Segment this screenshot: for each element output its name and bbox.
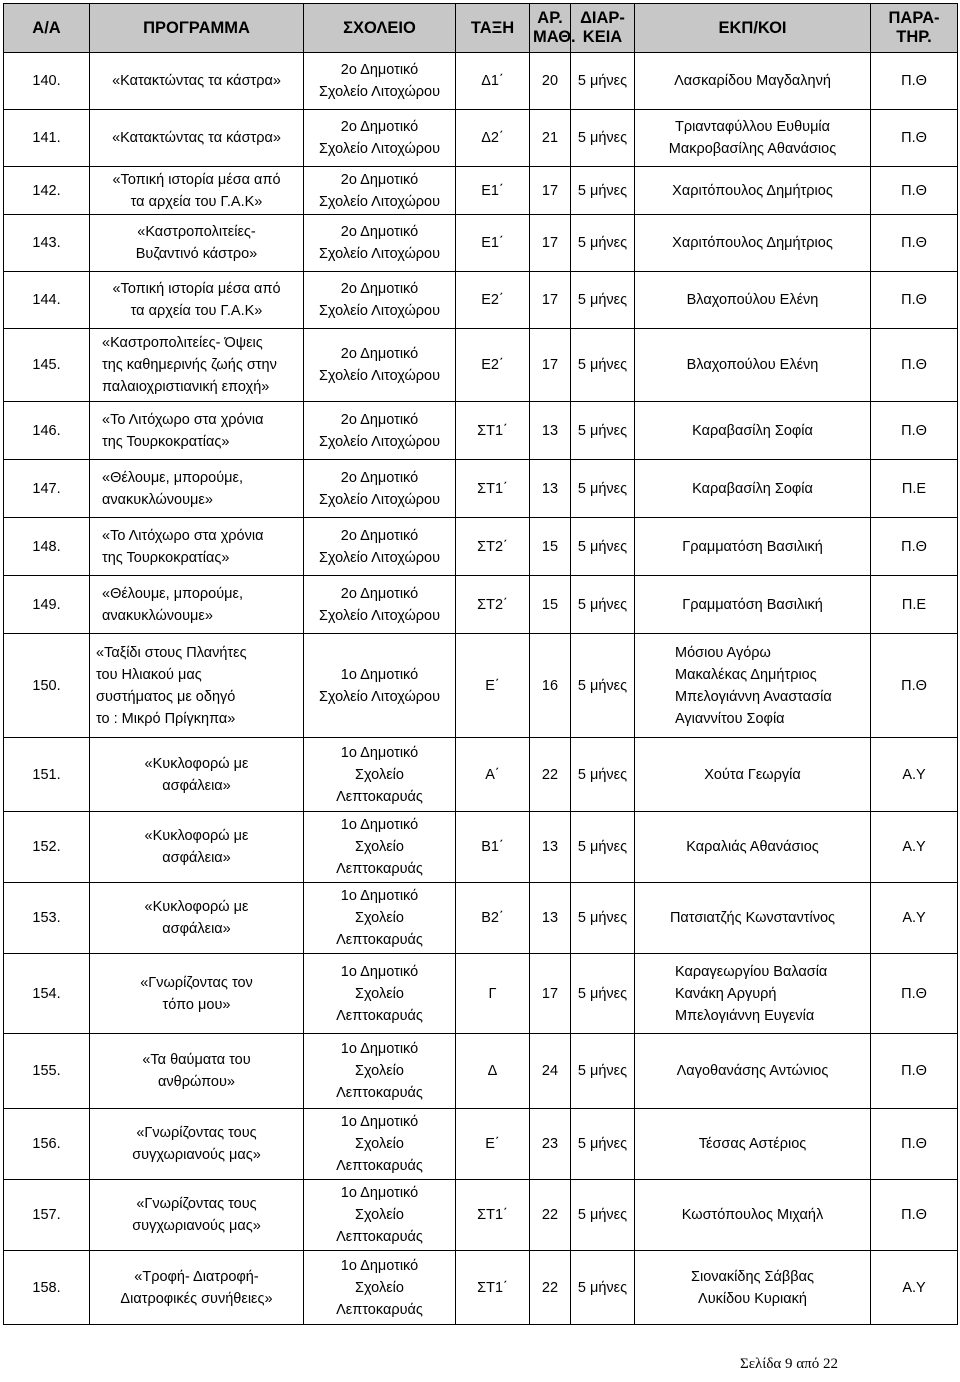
school-cell-line: 1ο Δημοτικό [340,1257,419,1274]
teachers-cell-line: Κωστόπουλος Μιχαήλ [681,1207,824,1223]
students-cell: 17 [530,272,571,329]
class-cell: ΣΤ1΄ [456,460,530,518]
program-cell-line: τα αρχεία του Γ.Α.Κ» [130,193,263,210]
class-cell: Β2΄ [456,883,530,954]
program-cell [90,110,304,167]
table-body [4,53,958,1325]
teachers-cell-line: Μόσιου Αγόρω [675,644,771,661]
school-cell-line: 1ο Δημοτικό [340,666,419,683]
program-cell-line: «Κατακτώντας τα κάστρα» [112,130,281,146]
teachers-cell-line: Βλαχοπούλου Ελένη [686,357,819,373]
teachers-cell [635,812,871,883]
class-cell: Ε2΄ [456,272,530,329]
program-cell [90,738,304,812]
class-cell: Ε1΄ [456,215,530,272]
teachers-cell-line: Τέσσας Αστέριος [698,1136,807,1152]
class-cell: Ε1΄ [456,167,530,215]
header-students: ΑΡ. ΜΑΘ. [530,4,571,53]
program-cell-line: της Τουρκοκρατίας» [102,549,230,566]
duration-cell: 5 μήνες [571,1180,635,1251]
school-cell-line: Λεπτοκαρυάς [336,1007,423,1024]
row-number: 141. [4,110,90,167]
partner-cell: Π.Θ [871,329,958,402]
duration-cell: 5 μήνες [571,576,635,634]
school-cell [304,634,456,738]
school-cell-line: Λεπτοκαρυάς [336,861,423,877]
program-cell-line: «Καστροπολιτείες- [137,224,256,240]
partner-cell: Π.Θ [871,167,958,215]
teachers-cell-line: Σιονακίδης Σάββας [691,1268,814,1285]
teachers-cell [635,460,871,518]
school-cell-line: 2ο Δημοτικό [340,171,419,188]
header-row [4,4,958,53]
program-cell-line: ασφάλεια» [162,777,231,794]
school-cell [304,812,456,883]
duration-cell: 5 μήνες [571,329,635,402]
program-cell-line: συστήματος με οδηγό [96,688,236,705]
school-cell-line: 1ο Δημοτικό [340,1114,419,1130]
school-cell [304,576,456,634]
class-cell: Ε΄ [456,1109,530,1180]
teachers-cell-line: Μπελογιάννη Αναστασία [675,688,832,705]
partner-cell: Α.Υ [871,812,958,883]
teachers-cell-line: Πατσιατζής Κωνσταντίνος [669,910,836,926]
teachers-cell-line: Καραλιάς Αθανάσιος [686,839,819,855]
program-cell-line: τόπο μου» [162,996,231,1013]
program-cell [90,215,304,272]
program-cell-line: «Γνωρίζοντας τους [136,1196,257,1212]
class-cell: Δ [456,1034,530,1109]
school-cell-line: 2ο Δημοτικό [340,119,419,135]
program-cell-line: «Κυκλοφορώ με [144,899,249,915]
school-cell-line: Σχολείο Λιτοχώρου [318,84,441,100]
row-number: 152. [4,812,90,883]
partner-cell: Π.Ε [871,460,958,518]
class-cell: Γ [456,954,530,1034]
school-cell-line: Σχολείο [355,1279,404,1296]
school-cell-line: 1ο Δημοτικό [340,817,419,833]
header-partner: ΠΑΡΑ- ΤΗΡ. [871,4,958,53]
partner-cell: Π.Θ [871,110,958,167]
duration-cell: 5 μήνες [571,1034,635,1109]
school-cell-line: Λεπτοκαρυάς [336,1085,423,1101]
school-cell-line: Σχολείο Λιτοχώρου [318,303,441,319]
teachers-cell [635,329,871,402]
school-cell-line: Σχολείο [355,1063,404,1079]
teachers-cell [635,110,871,167]
table-row [4,110,958,167]
program-cell [90,518,304,576]
program-cell [90,1109,304,1180]
teachers-cell [635,883,871,954]
program-cell-line: της Τουρκοκρατίας» [102,433,230,450]
school-cell-line: Λεπτοκαρυάς [336,1229,423,1245]
teachers-cell [635,53,871,110]
program-cell-line: τα αρχεία του Γ.Α.Κ» [130,303,263,319]
duration-cell: 5 μήνες [571,460,635,518]
program-cell-line: «Γνωρίζοντας τους [136,1125,257,1141]
teachers-cell [635,1109,871,1180]
students-cell: 17 [530,954,571,1034]
students-cell: 21 [530,110,571,167]
partner-cell: Π.Θ [871,215,958,272]
class-cell: ΣΤ2΄ [456,518,530,576]
teachers-cell [635,1034,871,1109]
school-cell [304,1109,456,1180]
teachers-cell [635,1180,871,1251]
students-cell: 17 [530,215,571,272]
students-cell: 15 [530,518,571,576]
duration-cell: 5 μήνες [571,954,635,1034]
class-cell: Δ2΄ [456,110,530,167]
table-row [4,883,958,954]
partner-cell: Π.Θ [871,1034,958,1109]
program-cell [90,460,304,518]
header-school: ΣΧΟΛΕΙΟ [304,4,456,53]
school-cell-line: Λεπτοκαρυάς [336,1158,423,1174]
program-cell-line: συγχωριανούς μας» [132,1218,261,1234]
school-cell [304,738,456,812]
duration-cell: 5 μήνες [571,53,635,110]
program-cell-line: «Τροφή- Διατροφή- [134,1268,259,1285]
duration-cell: 5 μήνες [571,518,635,576]
school-cell-line: 1ο Δημοτικό [340,744,419,761]
school-cell-line: Σχολείο [355,766,404,783]
students-cell: 16 [530,634,571,738]
row-number: 148. [4,518,90,576]
table-row [4,460,958,518]
program-cell [90,329,304,402]
school-cell-line: Λεπτοκαρυάς [336,1301,423,1318]
page-footer: Σελίδα 9 από 22 [740,1356,838,1372]
school-cell-line: Σχολείο Λιτοχώρου [318,193,441,210]
teachers-cell-line: Λασκαρίδου Μαγδαληνή [674,73,831,89]
row-number: 154. [4,954,90,1034]
table-row [4,954,958,1034]
duration-cell: 5 μήνες [571,215,635,272]
students-cell: 22 [530,1180,571,1251]
school-cell [304,272,456,329]
teachers-cell-line: Χούτα Γεωργία [704,766,801,783]
students-cell: 24 [530,1034,571,1109]
teachers-cell-line: Κανάκη Αργυρή [675,985,777,1002]
school-cell-line: Σχολείο Λιτοχώρου [318,607,441,624]
school-cell [304,1180,456,1251]
teachers-cell-line: Γραμματόση Βασιλική [682,596,823,613]
table-row [4,738,958,812]
duration-cell: 5 μήνες [571,167,635,215]
partner-cell: Π.Θ [871,53,958,110]
partner-cell: Π.Ε [871,576,958,634]
teachers-cell-line: Χαριτόπουλος Δημήτριος [672,235,833,251]
header-program: ΠΡΟΓΡΑΜΜΑ [90,4,304,53]
school-cell-line: 2ο Δημοτικό [340,411,419,428]
row-number: 146. [4,402,90,460]
program-cell [90,576,304,634]
program-cell-line: «Το Λιτόχωρο στα χρόνια [102,411,264,428]
program-cell [90,272,304,329]
program-cell [90,53,304,110]
teachers-cell-line: Τριανταφύλλου Ευθυμία [674,119,831,135]
students-cell: 17 [530,167,571,215]
row-number: 151. [4,738,90,812]
students-cell: 13 [530,460,571,518]
program-cell-line: «Το Λιτόχωρο στα χρόνια [102,527,264,544]
school-cell-line: Σχολείο Λιτοχώρου [318,141,441,157]
teachers-cell-line: Καραβασίλη Σοφία [692,480,813,497]
program-cell-line: «Τα θαύματα του [142,1052,251,1068]
program-cell-line: «Θέλουμε, μπορούμε, [102,469,244,486]
program-cell [90,954,304,1034]
school-cell-line: 1ο Δημοτικό [340,1041,419,1057]
school-cell [304,883,456,954]
teachers-cell [635,634,871,738]
program-cell-line: «Τοπική ιστορία μέσα από [112,281,281,297]
teachers-cell-line: Μακαλέκας Δημήτριος [675,666,817,683]
table-row [4,1109,958,1180]
row-number: 147. [4,460,90,518]
school-cell-line: 1ο Δημοτικό [340,1185,419,1201]
table-row [4,812,958,883]
row-number: 149. [4,576,90,634]
program-cell-line: ανθρώπου» [158,1074,235,1090]
program-cell [90,883,304,954]
duration-cell: 5 μήνες [571,1109,635,1180]
program-cell-line: «Καστροπολιτείες- Όψεις [102,335,263,351]
students-cell: 17 [530,329,571,402]
school-cell-line: 2ο Δημοτικό [340,62,419,78]
table-row [4,402,958,460]
students-cell: 20 [530,53,571,110]
program-cell-line: ασφάλεια» [162,921,231,937]
program-cell-line: της καθημερινής ζωής στην [102,357,277,373]
school-cell-line: 2ο Δημοτικό [340,224,419,240]
row-number: 142. [4,167,90,215]
class-cell: Δ1΄ [456,53,530,110]
school-cell-line: Σχολείο [355,839,404,855]
table-row [4,53,958,110]
row-number: 157. [4,1180,90,1251]
school-cell-line: Λεπτοκαρυάς [336,788,423,805]
school-cell-line: Σχολείο Λιτοχώρου [318,688,441,705]
duration-cell: 5 μήνες [571,1251,635,1325]
class-cell: Β1΄ [456,812,530,883]
teachers-cell [635,954,871,1034]
table-row [4,1034,958,1109]
program-cell-line: «Τοπική ιστορία μέσα από [112,171,281,188]
students-cell: 13 [530,812,571,883]
school-cell [304,402,456,460]
school-cell [304,460,456,518]
school-cell-line: 1ο Δημοτικό [340,888,419,904]
students-cell: 13 [530,402,571,460]
program-cell [90,812,304,883]
programs-table [3,3,958,1325]
table-row [4,634,958,738]
partner-cell: Π.Θ [871,272,958,329]
teachers-cell [635,576,871,634]
program-cell-line: συγχωριανούς μας» [132,1147,261,1163]
program-cell-line: ασφάλεια» [162,850,231,866]
header-class: ΤΑΞΗ [456,4,530,53]
class-cell: ΣΤ2΄ [456,576,530,634]
program-cell-line: Διατροφικές συνήθειες» [120,1290,273,1307]
program-cell-line: «Γνωρίζοντας τον [140,974,253,991]
partner-cell: Π.Θ [871,1180,958,1251]
teachers-cell-line: Γραμματόση Βασιλική [682,538,823,555]
program-cell-line: «Ταξίδι στους Πλανήτες [96,644,247,661]
table-row [4,576,958,634]
duration-cell: 5 μήνες [571,110,635,167]
school-cell-line: 2ο Δημοτικό [340,585,419,602]
class-cell: Α΄ [456,738,530,812]
program-cell-line: Βυζαντινό κάστρο» [135,246,258,262]
partner-cell: Π.Θ [871,634,958,738]
row-number: 155. [4,1034,90,1109]
program-cell-line: «Κατακτώντας τα κάστρα» [112,73,281,89]
program-cell-line: το : Μικρό Πρίγκηπα» [96,710,236,727]
school-cell-line: Σχολείο [355,985,404,1002]
row-number: 143. [4,215,90,272]
program-cell [90,634,304,738]
row-number: 158. [4,1251,90,1325]
row-number: 153. [4,883,90,954]
table-row [4,215,958,272]
duration-cell: 5 μήνες [571,812,635,883]
teachers-cell-line: Λυκίδου Κυριακή [698,1290,807,1307]
school-cell-line: Σχολείο [355,910,404,926]
school-cell [304,954,456,1034]
table-row [4,1180,958,1251]
school-cell [304,53,456,110]
teachers-cell-line: Καραγεωργίου Βαλασία [675,963,828,980]
partner-cell: Π.Θ [871,1109,958,1180]
teachers-cell-line: Μακροβασίλης Αθανάσιος [668,141,837,157]
program-cell-line: ανακυκλώνουμε» [102,607,213,624]
table-row [4,272,958,329]
partner-cell: Π.Θ [871,402,958,460]
duration-cell: 5 μήνες [571,272,635,329]
school-cell-line: 2ο Δημοτικό [340,469,419,486]
teachers-cell-line: Καραβασίλη Σοφία [692,422,813,439]
row-number: 144. [4,272,90,329]
school-cell-line: 2ο Δημοτικό [340,346,419,362]
program-cell-line: «Κυκλοφορώ με [144,828,249,844]
table-row [4,1251,958,1325]
row-number: 150. [4,634,90,738]
duration-cell: 5 μήνες [571,738,635,812]
program-cell [90,1251,304,1325]
program-cell [90,1034,304,1109]
teachers-cell-line: Χαριτόπουλος Δημήτριος [672,182,833,199]
program-cell-line: του Ηλιακού μας [96,666,202,683]
row-number: 156. [4,1109,90,1180]
school-cell [304,1034,456,1109]
school-cell-line: Σχολείο Λιτοχώρου [318,368,441,384]
class-cell: Ε2΄ [456,329,530,402]
school-cell-line: Σχολείο Λιτοχώρου [318,491,441,508]
teachers-cell [635,1251,871,1325]
school-cell [304,215,456,272]
duration-cell: 5 μήνες [571,634,635,738]
row-number: 140. [4,53,90,110]
school-cell-line: 2ο Δημοτικό [340,281,419,297]
class-cell: ΣΤ1΄ [456,1251,530,1325]
school-cell [304,110,456,167]
program-cell-line: «Θέλουμε, μπορούμε, [102,585,244,602]
teachers-cell-line: Βλαχοπούλου Ελένη [686,292,819,308]
program-cell-line: «Κυκλοφορώ με [144,755,249,772]
school-cell-line: 2ο Δημοτικό [340,527,419,544]
school-cell [304,329,456,402]
school-cell-line: Σχολείο Λιτοχώρου [318,549,441,566]
partner-cell: Α.Υ [871,883,958,954]
students-cell: 22 [530,1251,571,1325]
header-aa: Α/Α [4,4,90,53]
teachers-cell-line: Λαγοθανάσης Αντώνιος [676,1063,829,1079]
teachers-cell [635,518,871,576]
partner-cell: Α.Υ [871,1251,958,1325]
duration-cell: 5 μήνες [571,402,635,460]
program-cell [90,402,304,460]
program-cell-line: ανακυκλώνουμε» [102,491,213,508]
partner-cell: Α.Υ [871,738,958,812]
class-cell: ΣΤ1΄ [456,402,530,460]
school-cell-line: Λεπτοκαρυάς [336,932,423,948]
school-cell [304,167,456,215]
teachers-cell-line: Μπελογιάννη Ευγενία [675,1007,815,1024]
table-row [4,167,958,215]
school-cell-line: Σχολείο [355,1207,404,1223]
students-cell: 22 [530,738,571,812]
partner-cell: Π.Θ [871,518,958,576]
duration-cell: 5 μήνες [571,883,635,954]
teachers-cell-line: Αγιαννίτου Σοφία [675,710,785,727]
students-cell: 13 [530,883,571,954]
class-cell: Ε΄ [456,634,530,738]
table-row [4,329,958,402]
school-cell-line: Σχολείο [355,1136,404,1152]
program-cell-line: παλαιοχριστιανική εποχή» [102,379,270,395]
teachers-cell [635,272,871,329]
school-cell-line: Σχολείο Λιτοχώρου [318,433,441,450]
school-cell [304,1251,456,1325]
program-cell [90,167,304,215]
students-cell: 23 [530,1109,571,1180]
teachers-cell [635,402,871,460]
school-cell-line: 1ο Δημοτικό [340,963,419,980]
table-row [4,518,958,576]
school-cell [304,518,456,576]
row-number: 145. [4,329,90,402]
teachers-cell [635,167,871,215]
students-cell: 15 [530,576,571,634]
school-cell-line: Σχολείο Λιτοχώρου [318,246,441,262]
class-cell: ΣΤ1΄ [456,1180,530,1251]
partner-cell: Π.Θ [871,954,958,1034]
header-duration: ΔΙΑΡ- ΚΕΙΑ [571,4,635,53]
teachers-cell [635,215,871,272]
program-cell [90,1180,304,1251]
teachers-cell [635,738,871,812]
header-teachers: ΕΚΠ/ΚΟΙ [635,4,871,53]
